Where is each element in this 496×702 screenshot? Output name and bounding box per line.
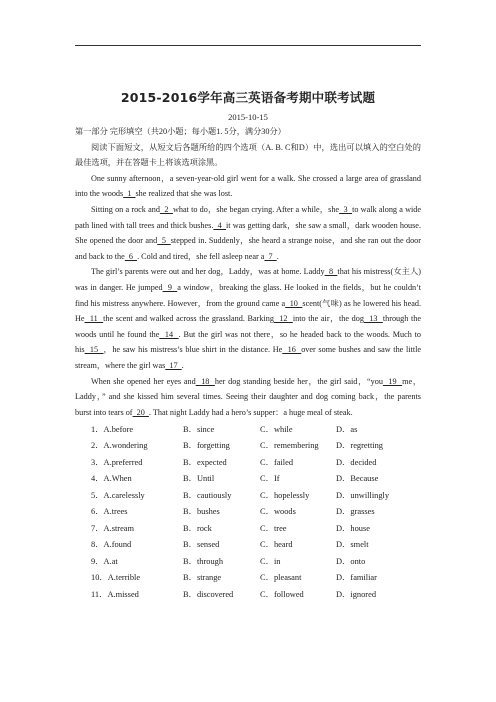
passage-text: scent(气味) as he lowered his head. He: [75, 298, 421, 324]
blank-9: 9: [162, 282, 178, 292]
section-heading: 第一部分 完形填空（共20小题；每小题1. 5分，满分30分）: [75, 127, 286, 136]
option-choice: 8．A.found: [91, 540, 132, 550]
option-choice: B．cautiously: [183, 490, 232, 500]
option-choice: C．tree: [260, 523, 287, 533]
option-row: [75, 421, 421, 438]
option-choice: D．decided: [336, 457, 377, 467]
passage-text: ，he saw his mistress’s blue shirt in the distance. He: [103, 345, 283, 355]
option-choice: C．heard: [260, 540, 293, 550]
blank-10: 10: [285, 298, 303, 308]
option-choice: D．grasses: [336, 507, 375, 517]
option-choice: 5．A.carelessly: [91, 490, 145, 500]
option-row: [75, 553, 421, 570]
passage-paragraph-4: [75, 374, 421, 421]
option-choice: D．unwillingly: [336, 490, 390, 500]
passage-text: over some bushes and saw the little stream，where the girl was: [75, 345, 422, 370]
header-rule: [75, 45, 421, 46]
option-row: [75, 438, 421, 455]
passage-paragraph-2: [75, 202, 421, 264]
option-row: [75, 520, 421, 537]
option-choice: D．house: [336, 523, 370, 533]
option-choice: 9．A.at: [91, 556, 118, 566]
option-row: [75, 471, 421, 488]
option-choice: D．ignored: [336, 589, 377, 599]
option-choice: B．since: [183, 424, 215, 434]
option-choice: 1．A.before: [91, 424, 134, 434]
exam-date: 2015-10-15: [228, 112, 268, 122]
blank-8: 8: [324, 267, 338, 277]
option-choice: 3．A.preferred: [91, 457, 143, 467]
blank-4: 4: [213, 220, 227, 230]
option-choice: 7．A.stream: [91, 523, 135, 533]
passage-text: The girl’s parents were out and her dog，Laddy，was at home. Laddy: [91, 267, 325, 277]
blank-11: 11: [84, 314, 104, 324]
option-choice: B．bushes: [183, 507, 220, 517]
option-choice: D．onto: [336, 556, 366, 566]
option-choice: B．rock: [183, 523, 212, 533]
passage-text: . Cold and tired，she fell asleep near a: [137, 251, 265, 261]
option-row: [75, 570, 421, 587]
passage-text: . That night Laddy had a hero’s supper：a huge meal of steak.: [148, 407, 353, 417]
passage-text: her dog standing beside her，the girl said，“you: [214, 376, 383, 386]
passage-text: me，Laddy，” and she kissed him several times. Seeing their daughter and dog coming back，the parents burst into tears of: [75, 376, 422, 417]
option-choice: B．strange: [183, 573, 222, 583]
blank-6: 6: [124, 251, 138, 261]
passage-text: One sunny afternoon，a seven-year-old girl went for a walk. She crossed a large area of grassland into the woods: [75, 173, 421, 199]
exam-title: 2015-2016学年高三英语备考期中联考试题: [120, 90, 376, 105]
passage-paragraph-3: [75, 264, 421, 373]
option-choice: B．discovered: [183, 589, 234, 599]
option-row: [75, 454, 421, 471]
passage-text: . But the girl was not there，so he headed back to the woods. Much to his: [75, 329, 421, 355]
blank-19: 19: [382, 376, 403, 386]
document-body: [75, 124, 421, 603]
option-choice: D．Because: [336, 474, 379, 484]
passage-text: into the air，the dog: [292, 314, 364, 324]
option-choice: C．while: [260, 424, 293, 434]
option-row: [75, 586, 421, 603]
option-choice: D．familiar: [336, 573, 377, 583]
blank-5: 5: [157, 236, 171, 246]
blank-13: 13: [363, 314, 383, 324]
option-choice: C．followed: [260, 589, 304, 599]
blank-3: 3: [339, 204, 353, 214]
option-row: [75, 487, 421, 504]
option-choice: C．remembering: [260, 441, 319, 451]
passage-text: to walk along a wide path lined with tall trees and thick bushes.: [75, 204, 422, 230]
passage-text: .: [276, 251, 279, 261]
option-choice: B．through: [183, 556, 224, 566]
blank-17: 17: [165, 360, 182, 370]
passage-text: that his mistress(女主人) was in danger. He jumped: [75, 267, 422, 292]
passage-text: a window，breaking the glass. He looked in the fields，but he couldn’t find his mistress anywhere. However，from the ground came a: [75, 282, 421, 308]
blank-2: 2: [159, 204, 173, 214]
option-choice: C．hopelessly: [260, 490, 310, 500]
option-choice: B．expected: [183, 457, 227, 467]
option-choice: B．Until: [183, 474, 215, 484]
instructions: 阅读下面短文，从短文后各题所给的四个选项（A. B. C和D）中，选出可以填入的空白处的最佳选项，并在答题卡上将该选项涂黑。: [75, 142, 421, 168]
blank-20: 20: [132, 407, 149, 417]
passage-text: Sitting on a rock and: [91, 204, 160, 214]
option-choice: C．pleasant: [260, 573, 302, 583]
option-choice: C．woods: [260, 507, 296, 517]
options-list: [75, 421, 421, 603]
option-choice: 6．A.trees: [91, 507, 128, 517]
blank-7: 7: [264, 251, 277, 261]
option-choice: D．smelt: [336, 540, 369, 550]
passage-text: stepped in. Suddenly，she heard a strange noise，and she ran out the door and back to the: [75, 236, 421, 261]
option-choice: C．failed: [260, 457, 294, 467]
passage-text: it was getting dark，she saw a small，dark wooden house. She opened the door and: [75, 220, 421, 246]
option-choice: B．sensed: [183, 540, 220, 550]
passage-text: the scent and walked across the grassland. Barking: [103, 314, 274, 324]
passage-paragraph-1: [75, 171, 421, 202]
passage-text: she realized that she was lost.: [135, 189, 233, 199]
option-choice: D．as: [336, 424, 358, 434]
option-row: [75, 504, 421, 521]
option-choice: 4．A.When: [91, 474, 132, 484]
passage-text: When she opened her eyes and: [91, 376, 196, 386]
blank-14: 14: [159, 329, 179, 339]
option-choice: C．in: [260, 556, 281, 566]
option-choice: 11．A.missed: [91, 589, 139, 599]
option-choice: 2．A.wondering: [91, 441, 148, 451]
blank-12: 12: [273, 314, 293, 324]
option-choice: D．regretting: [336, 441, 383, 451]
blank-16: 16: [282, 345, 302, 355]
option-choice: B．forgetting: [183, 441, 230, 451]
blank-1: 1: [123, 189, 136, 199]
passage-text: through the woods until he found the: [75, 314, 421, 339]
option-choice: C．If: [260, 474, 280, 484]
blank-18: 18: [195, 376, 215, 386]
option-choice: 10．A.terrible: [91, 573, 141, 583]
blank-15: 15: [84, 345, 104, 355]
passage-text: .: [181, 360, 184, 370]
option-row: [75, 537, 421, 554]
passage-text: what to do，she began crying. After a while，she: [172, 204, 340, 214]
